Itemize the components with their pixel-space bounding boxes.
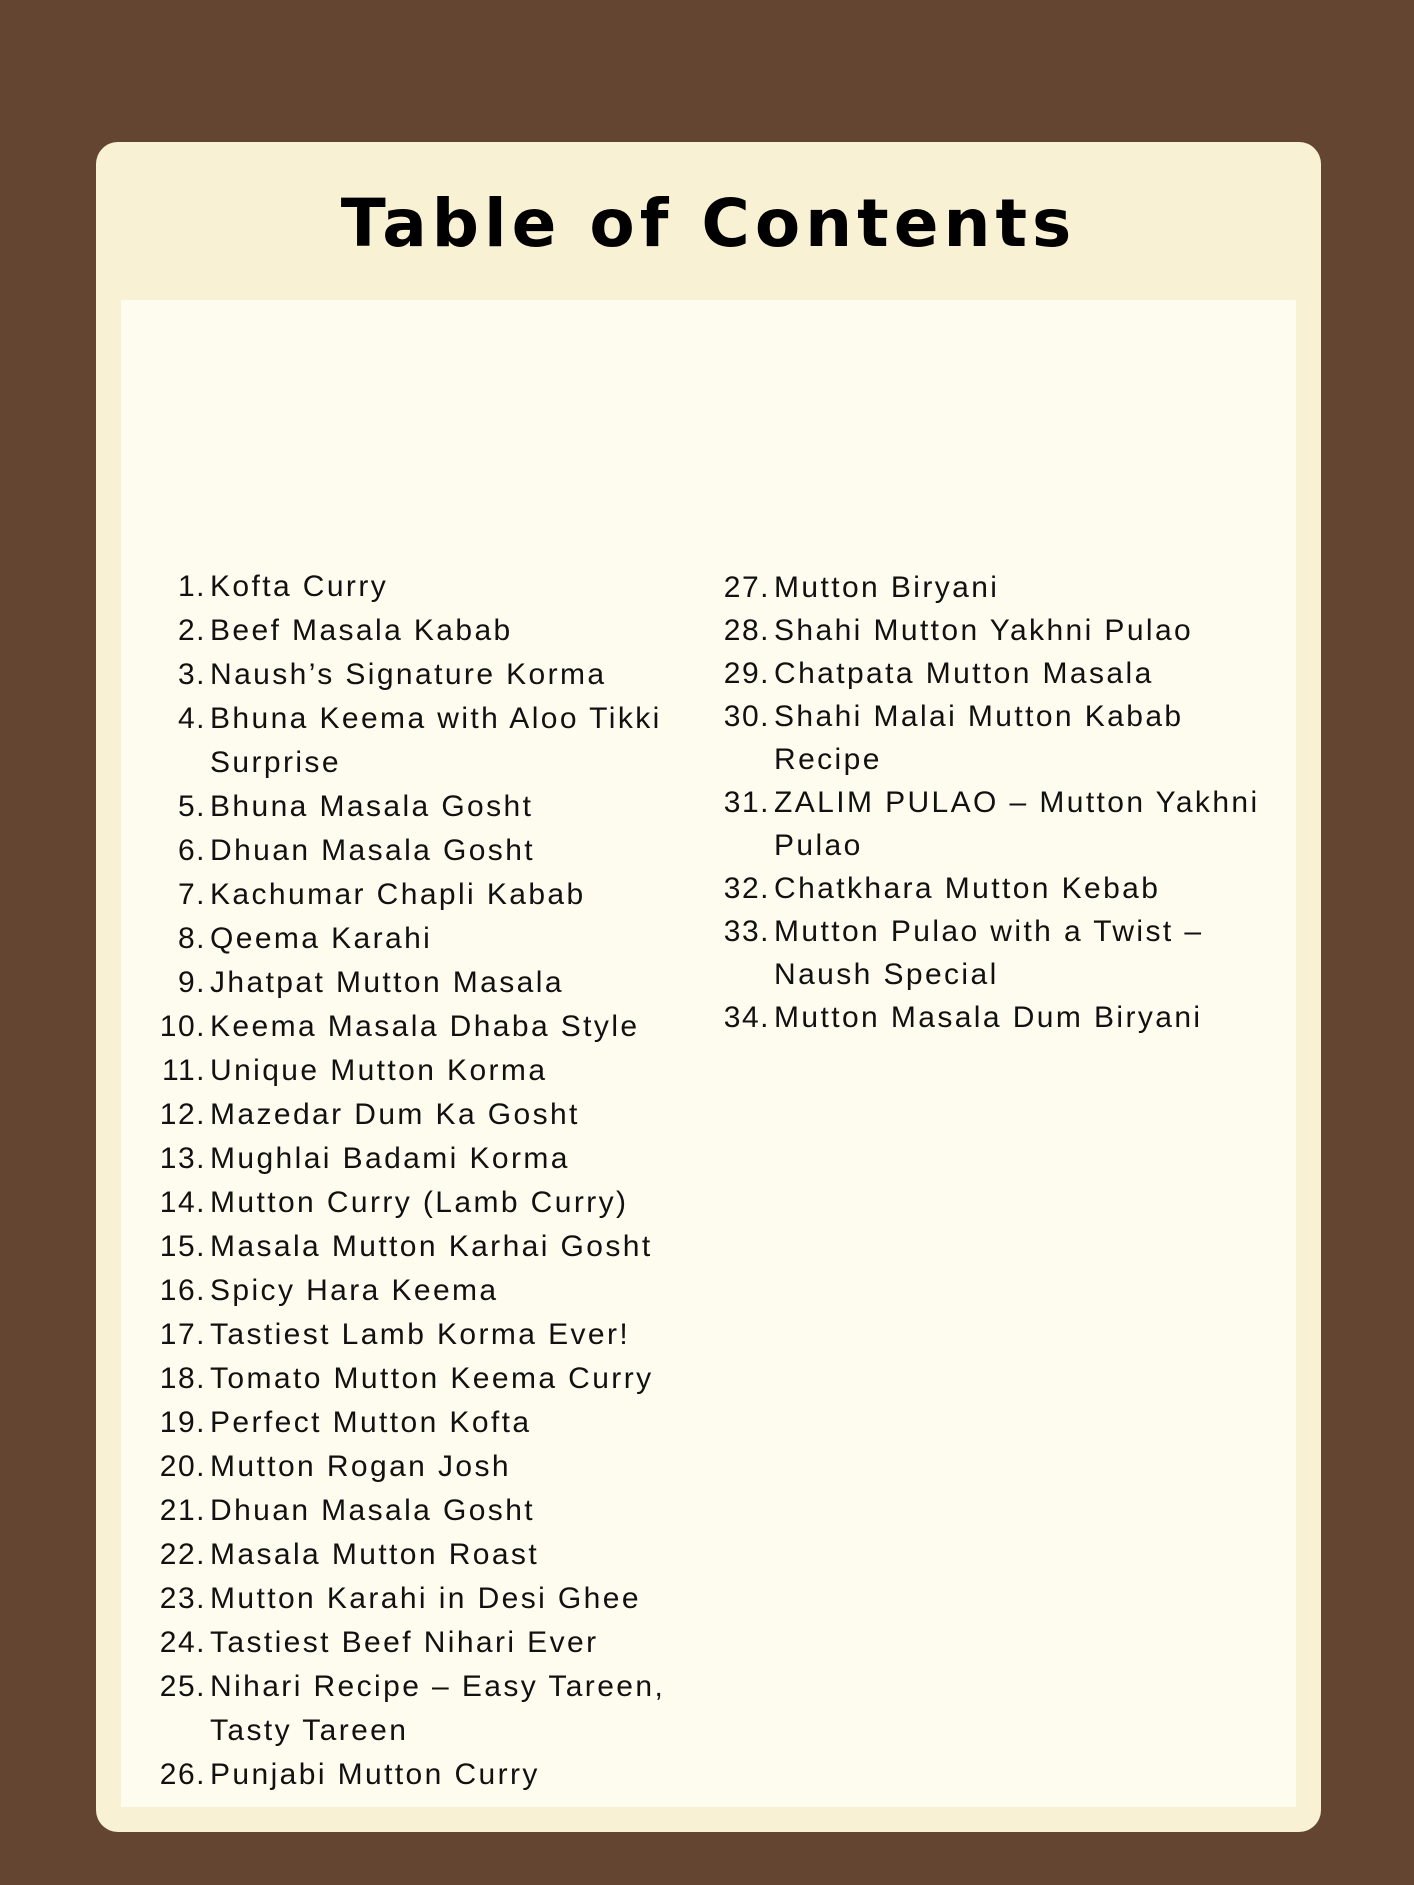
toc-entry-label: Qeema Karahi (210, 922, 433, 955)
toc-entry[interactable] (121, 609, 696, 653)
toc-entry-number: 30. (723, 700, 770, 733)
toc-entry[interactable] (121, 1049, 696, 1093)
toc-panel (121, 300, 1296, 1807)
toc-entry-number: 7. (177, 878, 206, 911)
toc-entry-number: 26. (159, 1758, 206, 1791)
toc-entry-number: 31. (723, 786, 770, 819)
toc-entry-label: Shahi Mutton Yakhni Pulao (774, 614, 1194, 647)
toc-entry-label: Naush’s Signature Korma (210, 658, 607, 691)
toc-column-right (717, 566, 1292, 1039)
toc-entry-number: 34. (723, 1001, 770, 1034)
toc-entry-number: 27. (723, 571, 770, 604)
toc-entry-label: Mazedar Dum Ka Gosht (210, 1098, 580, 1131)
toc-entry-number: 23. (159, 1582, 206, 1615)
toc-entry-number: 14. (159, 1186, 206, 1219)
toc-entry[interactable] (717, 609, 1292, 652)
toc-entry[interactable] (121, 1753, 696, 1797)
toc-entry[interactable] (717, 867, 1292, 910)
toc-entry-label: Punjabi Mutton Curry (210, 1758, 540, 1791)
toc-entry-label: Mutton Masala Dum Biryani (774, 1001, 1203, 1034)
toc-entry[interactable] (121, 1137, 696, 1181)
toc-column-left (121, 565, 696, 1797)
toc-entry[interactable] (121, 873, 696, 917)
toc-entry[interactable] (121, 653, 696, 697)
toc-entry-label: Jhatpat Mutton Masala (210, 966, 564, 999)
toc-entry-label: Mutton Curry (Lamb Curry) (210, 1186, 629, 1219)
toc-entry-label: ZALIM PULAO – Mutton Yakhni Pulao (774, 786, 1260, 862)
toc-entry-label: Mutton Rogan Josh (210, 1450, 511, 1483)
toc-entry[interactable] (121, 1313, 696, 1357)
toc-entry-number: 1. (177, 570, 206, 603)
toc-entry-label: Unique Mutton Korma (210, 1054, 548, 1087)
toc-entry-number: 5. (177, 790, 206, 823)
toc-entry-number: 2. (177, 614, 206, 647)
toc-entry[interactable] (121, 697, 696, 785)
toc-entry[interactable] (121, 1489, 696, 1533)
toc-entry[interactable] (121, 1357, 696, 1401)
toc-entry-number: 11. (162, 1054, 206, 1087)
toc-entry-label: Masala Mutton Karhai Gosht (210, 1230, 653, 1263)
toc-entry-number: 21. (159, 1494, 206, 1527)
toc-entry-number: 9. (177, 966, 206, 999)
toc-entry[interactable] (717, 652, 1292, 695)
toc-entry[interactable] (121, 829, 696, 873)
toc-entry-label: Perfect Mutton Kofta (210, 1406, 532, 1439)
toc-entry-label: Bhuna Masala Gosht (210, 790, 534, 823)
toc-entry[interactable] (121, 1533, 696, 1577)
toc-entry-number: 24. (159, 1626, 206, 1659)
toc-entry[interactable] (121, 917, 696, 961)
toc-entry-label: Chatkhara Mutton Kebab (774, 872, 1161, 905)
toc-entry-label: Mutton Pulao with a Twist – Naush Special (774, 915, 1204, 991)
toc-entry-number: 32. (723, 872, 770, 905)
toc-entry[interactable] (121, 1401, 696, 1445)
toc-entry-label: Kofta Curry (210, 570, 389, 603)
toc-entry-label: Keema Masala Dhaba Style (210, 1010, 640, 1043)
toc-entry-label: Nihari Recipe – Easy Tareen, Tasty Tareen (210, 1670, 666, 1747)
toc-entry-label: Dhuan Masala Gosht (210, 834, 536, 867)
toc-entry-label: Tastiest Lamb Korma Ever! (210, 1318, 631, 1351)
toc-entry-label: Chatpata Mutton Masala (774, 657, 1154, 690)
toc-entry-number: 29. (723, 657, 770, 690)
toc-entry[interactable] (121, 1577, 696, 1621)
toc-entry-label: Shahi Malai Mutton Kabab Recipe (774, 700, 1184, 776)
toc-entry-number: 3. (177, 658, 206, 691)
toc-entry-number: 4. (177, 702, 206, 735)
toc-entry[interactable] (717, 695, 1292, 781)
toc-entry-number: 17. (159, 1318, 206, 1351)
toc-entry[interactable] (121, 1005, 696, 1049)
toc-entry-number: 22. (159, 1538, 206, 1571)
toc-entry-number: 16. (159, 1274, 206, 1307)
toc-entry[interactable] (121, 1621, 696, 1665)
toc-entry-label: Beef Masala Kabab (210, 614, 513, 647)
toc-entry[interactable] (717, 566, 1292, 609)
page-title: Table of Contents (340, 184, 1077, 262)
toc-entry[interactable] (121, 1093, 696, 1137)
toc-entry-label: Dhuan Masala Gosht (210, 1494, 536, 1527)
toc-entry-number: 28. (723, 614, 770, 647)
toc-entry-number: 6. (177, 834, 206, 867)
toc-entry[interactable] (121, 961, 696, 1005)
toc-entry[interactable] (121, 1665, 696, 1753)
toc-entry-label: Bhuna Keema with Aloo Tikki Surprise (210, 702, 662, 779)
toc-entry-label: Mughlai Badami Korma (210, 1142, 570, 1175)
toc-entry[interactable] (717, 781, 1292, 867)
toc-entry-number: 20. (159, 1450, 206, 1483)
toc-entry[interactable] (121, 785, 696, 829)
toc-entry-number: 18. (159, 1362, 206, 1395)
toc-entry-number: 12. (159, 1098, 206, 1131)
toc-card (96, 142, 1321, 1832)
toc-entry-label: Masala Mutton Roast (210, 1538, 540, 1571)
toc-entry-number: 33. (723, 915, 770, 948)
toc-entry-label: Kachumar Chapli Kabab (210, 878, 586, 911)
toc-entry-number: 8. (177, 922, 206, 955)
toc-entry-number: 10. (159, 1010, 206, 1043)
toc-entry[interactable] (121, 565, 696, 609)
toc-entry-label: Mutton Biryani (774, 571, 1000, 604)
toc-entry-label: Tastiest Beef Nihari Ever (210, 1626, 599, 1659)
toc-entry-label: Spicy Hara Keema (210, 1274, 499, 1307)
toc-entry-number: 19. (159, 1406, 206, 1439)
toc-entry-number: 13. (159, 1142, 206, 1175)
toc-entry[interactable] (121, 1445, 696, 1489)
toc-entry[interactable] (121, 1269, 696, 1313)
toc-entry-label: Tomato Mutton Keema Curry (210, 1362, 654, 1395)
toc-entry[interactable] (717, 996, 1292, 1039)
toc-entry-number: 15. (159, 1230, 206, 1263)
toc-entry-number: 25. (159, 1670, 206, 1703)
toc-entry[interactable] (121, 1181, 696, 1225)
toc-entry-label: Mutton Karahi in Desi Ghee (210, 1582, 641, 1615)
toc-entry[interactable] (121, 1225, 696, 1269)
toc-entry[interactable] (717, 910, 1292, 996)
